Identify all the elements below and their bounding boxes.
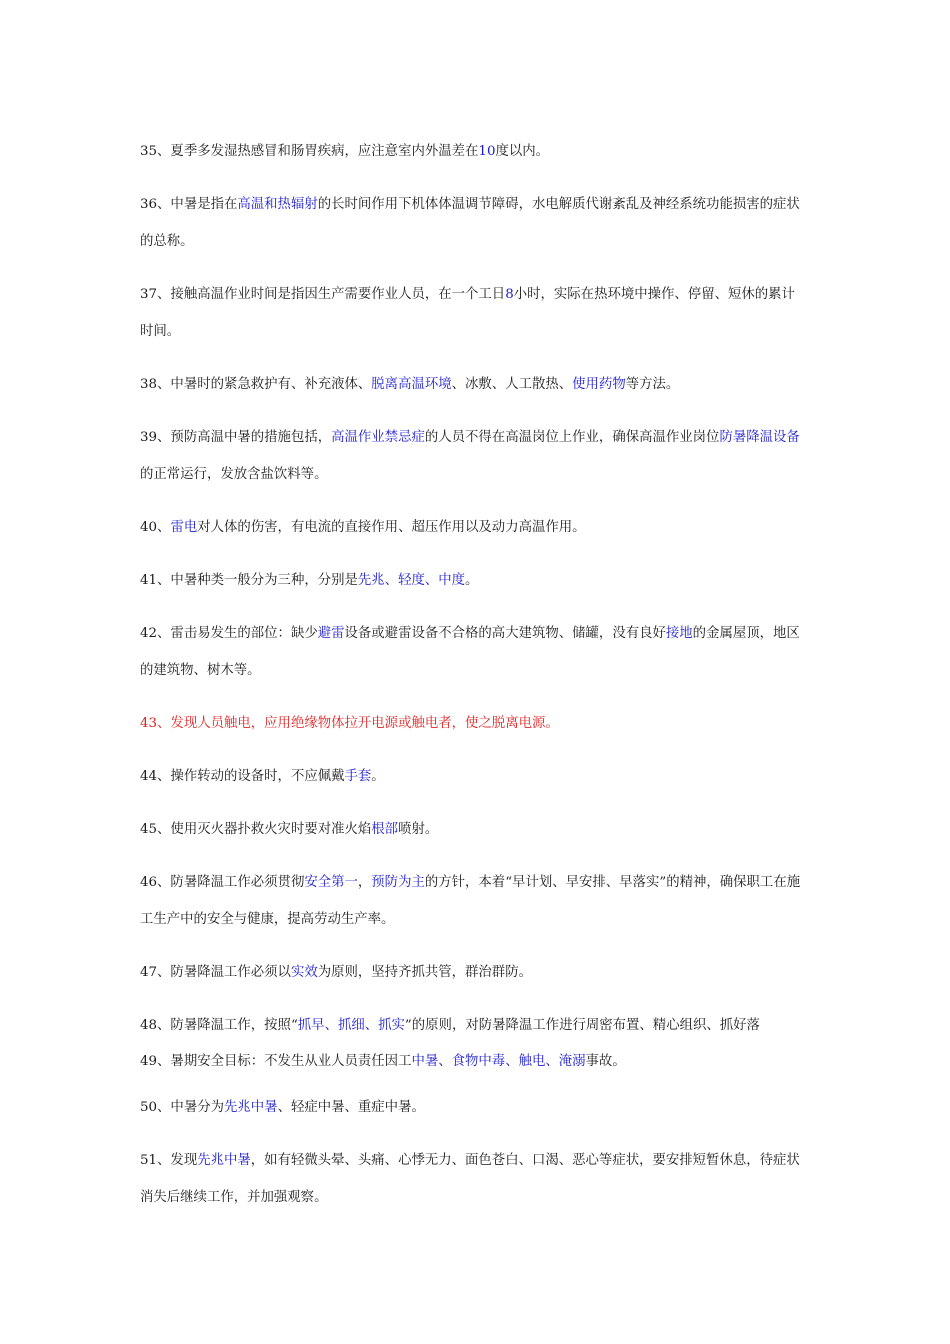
text-segment: 的人员不得在高温岗位上作业，确保高温作业岗位: [424, 430, 720, 445]
highlighted-text-segment: 安全第一: [304, 875, 358, 890]
highlighted-text-segment: 抓早、抓细、抓实: [297, 1018, 405, 1033]
text-segment: ”的原则，对防暑降温工作进行周密布置、精心组织、抓好落: [404, 1018, 760, 1033]
text-segment: 47、防暑降温工作必须以: [140, 965, 291, 980]
text-segment: 的方针，本着“早计划、早安排、早落实”的精神，确保职工在施工生产中的安全与健康，提高劳动生产率。: [140, 875, 801, 927]
paragraph-item-38: [140, 366, 805, 403]
highlighted-text-segment: 手套: [344, 769, 372, 784]
text-segment: 49、暑期安全目标：不发生从业人员责任因工: [140, 1054, 412, 1069]
highlighted-text-segment: 雷电: [170, 520, 198, 535]
paragraph-item-50: [140, 1089, 805, 1126]
text-segment: 41、中暑种类一般分为三种，分别是: [140, 573, 358, 588]
text-segment: 36、中暑是指在: [140, 197, 238, 212]
highlighted-text-segment: 预防为主: [371, 875, 425, 890]
text-segment: 40、: [140, 520, 171, 535]
highlighted-text-segment: 脱离高温环境: [371, 377, 452, 392]
alert-text-segment: 43、发现人员触电，应用绝缘物体拉开电源或触电者，使之脱离电源。: [140, 716, 559, 731]
text-segment: 小时，实际在热环境中操作、停留、短休的累计时间。: [140, 287, 795, 339]
paragraph-item-41: [140, 562, 805, 599]
text-segment: 51、发现: [140, 1153, 198, 1168]
highlighted-text-segment: 先兆中暑: [197, 1153, 251, 1168]
highlighted-text-segment: 根部: [371, 822, 399, 837]
text-segment: 、轻症中暑、重症中暑。: [277, 1100, 425, 1115]
paragraph-item-51: [140, 1142, 805, 1216]
text-segment: 35、夏季多发湿热感冒和肠胃疾病，应注意室内外温差在: [140, 144, 479, 159]
highlighted-text-segment: 8: [505, 287, 514, 302]
text-segment: 42、雷击易发生的部位：缺少: [140, 626, 318, 641]
highlighted-text-segment: 先兆中暑: [224, 1100, 278, 1115]
paragraph-item-37: [140, 276, 805, 350]
text-segment: 度以内。: [495, 144, 550, 159]
text-segment: 46、防暑降温工作必须贯彻: [140, 875, 305, 890]
highlighted-text-segment: 高温作业禁忌症: [331, 430, 425, 445]
text-segment: 的长时间作用下机体体温调节障碍，水电解质代谢紊乱及神经系统功能损害的症状的总称。: [140, 197, 800, 249]
text-segment: 。: [371, 769, 385, 784]
highlighted-text-segment: 防暑降温设备: [719, 430, 800, 445]
paragraph-item-40: [140, 509, 805, 546]
text-segment: 37、接触高温作业时间是指因生产需要作业人员，在一个工日: [140, 287, 506, 302]
text-segment: 对人体的伤害，有电流的直接作用、超压作用以及动力高温作用。: [197, 520, 586, 535]
text-segment: 50、中暑分为: [140, 1100, 224, 1115]
text-segment: 38、中暑时的紧急救护有、补充液体、: [140, 377, 372, 392]
paragraph-item-46: [140, 864, 805, 938]
paragraph-item-47: [140, 954, 805, 991]
highlighted-text-segment: 高温和热辐射: [237, 197, 318, 212]
highlighted-text-segment: 使用药物: [572, 377, 626, 392]
paragraph-item-39: [140, 419, 805, 493]
highlighted-text-segment: 实效: [290, 965, 318, 980]
text-segment: 45、使用灭火器扑救火灾时要对准火焰: [140, 822, 372, 837]
paragraph-item-45: [140, 811, 805, 848]
text-segment: 为原则，坚持齐抓共管，群治群防。: [317, 965, 532, 980]
paragraph-item-42: [140, 615, 805, 689]
highlighted-text-segment: 10: [478, 144, 496, 159]
text-segment: 喷射。: [398, 822, 439, 837]
text-segment: 等方法。: [625, 377, 680, 392]
text-segment: 44、操作转动的设备时，不应佩戴: [140, 769, 345, 784]
text-segment: ，如有轻微头晕、头痛、心悸无力、面色苍白、口渴、恶心等症状，要安排短暂休息，待症状消失后继续工作，并加强观察。: [140, 1153, 800, 1205]
text-segment: 48、防暑降温工作，按照“: [140, 1018, 298, 1033]
text-segment: 、冰敷、人工散热、: [451, 377, 573, 392]
text-segment: 39、预防高温中暑的措施包括，: [140, 430, 332, 445]
paragraph-item-43: [140, 705, 805, 742]
text-segment: 。: [465, 573, 479, 588]
paragraph-item-49: [140, 1043, 805, 1080]
text-segment: ，: [357, 875, 372, 890]
text-segment: 的金属屋顶，地区的建筑物、树木等。: [140, 626, 800, 678]
text-segment: 事故。: [585, 1054, 626, 1069]
paragraph-item-35: [140, 133, 805, 170]
text-segment: 设备或避雷设备不合格的高大建筑物、储罐，没有良好: [344, 626, 666, 641]
paragraph-item-36: [140, 186, 805, 260]
paragraph-item-48: [140, 1007, 805, 1044]
highlighted-text-segment: 中暑、食物中毒、触电、淹溺: [411, 1054, 586, 1069]
text-segment: 的正常运行，发放含盐饮料等。: [140, 467, 328, 482]
paragraph-item-44: [140, 758, 805, 795]
highlighted-text-segment: 接地: [665, 626, 693, 641]
highlighted-text-segment: 避雷: [317, 626, 345, 641]
highlighted-text-segment: 先兆、轻度、中度: [357, 573, 466, 588]
